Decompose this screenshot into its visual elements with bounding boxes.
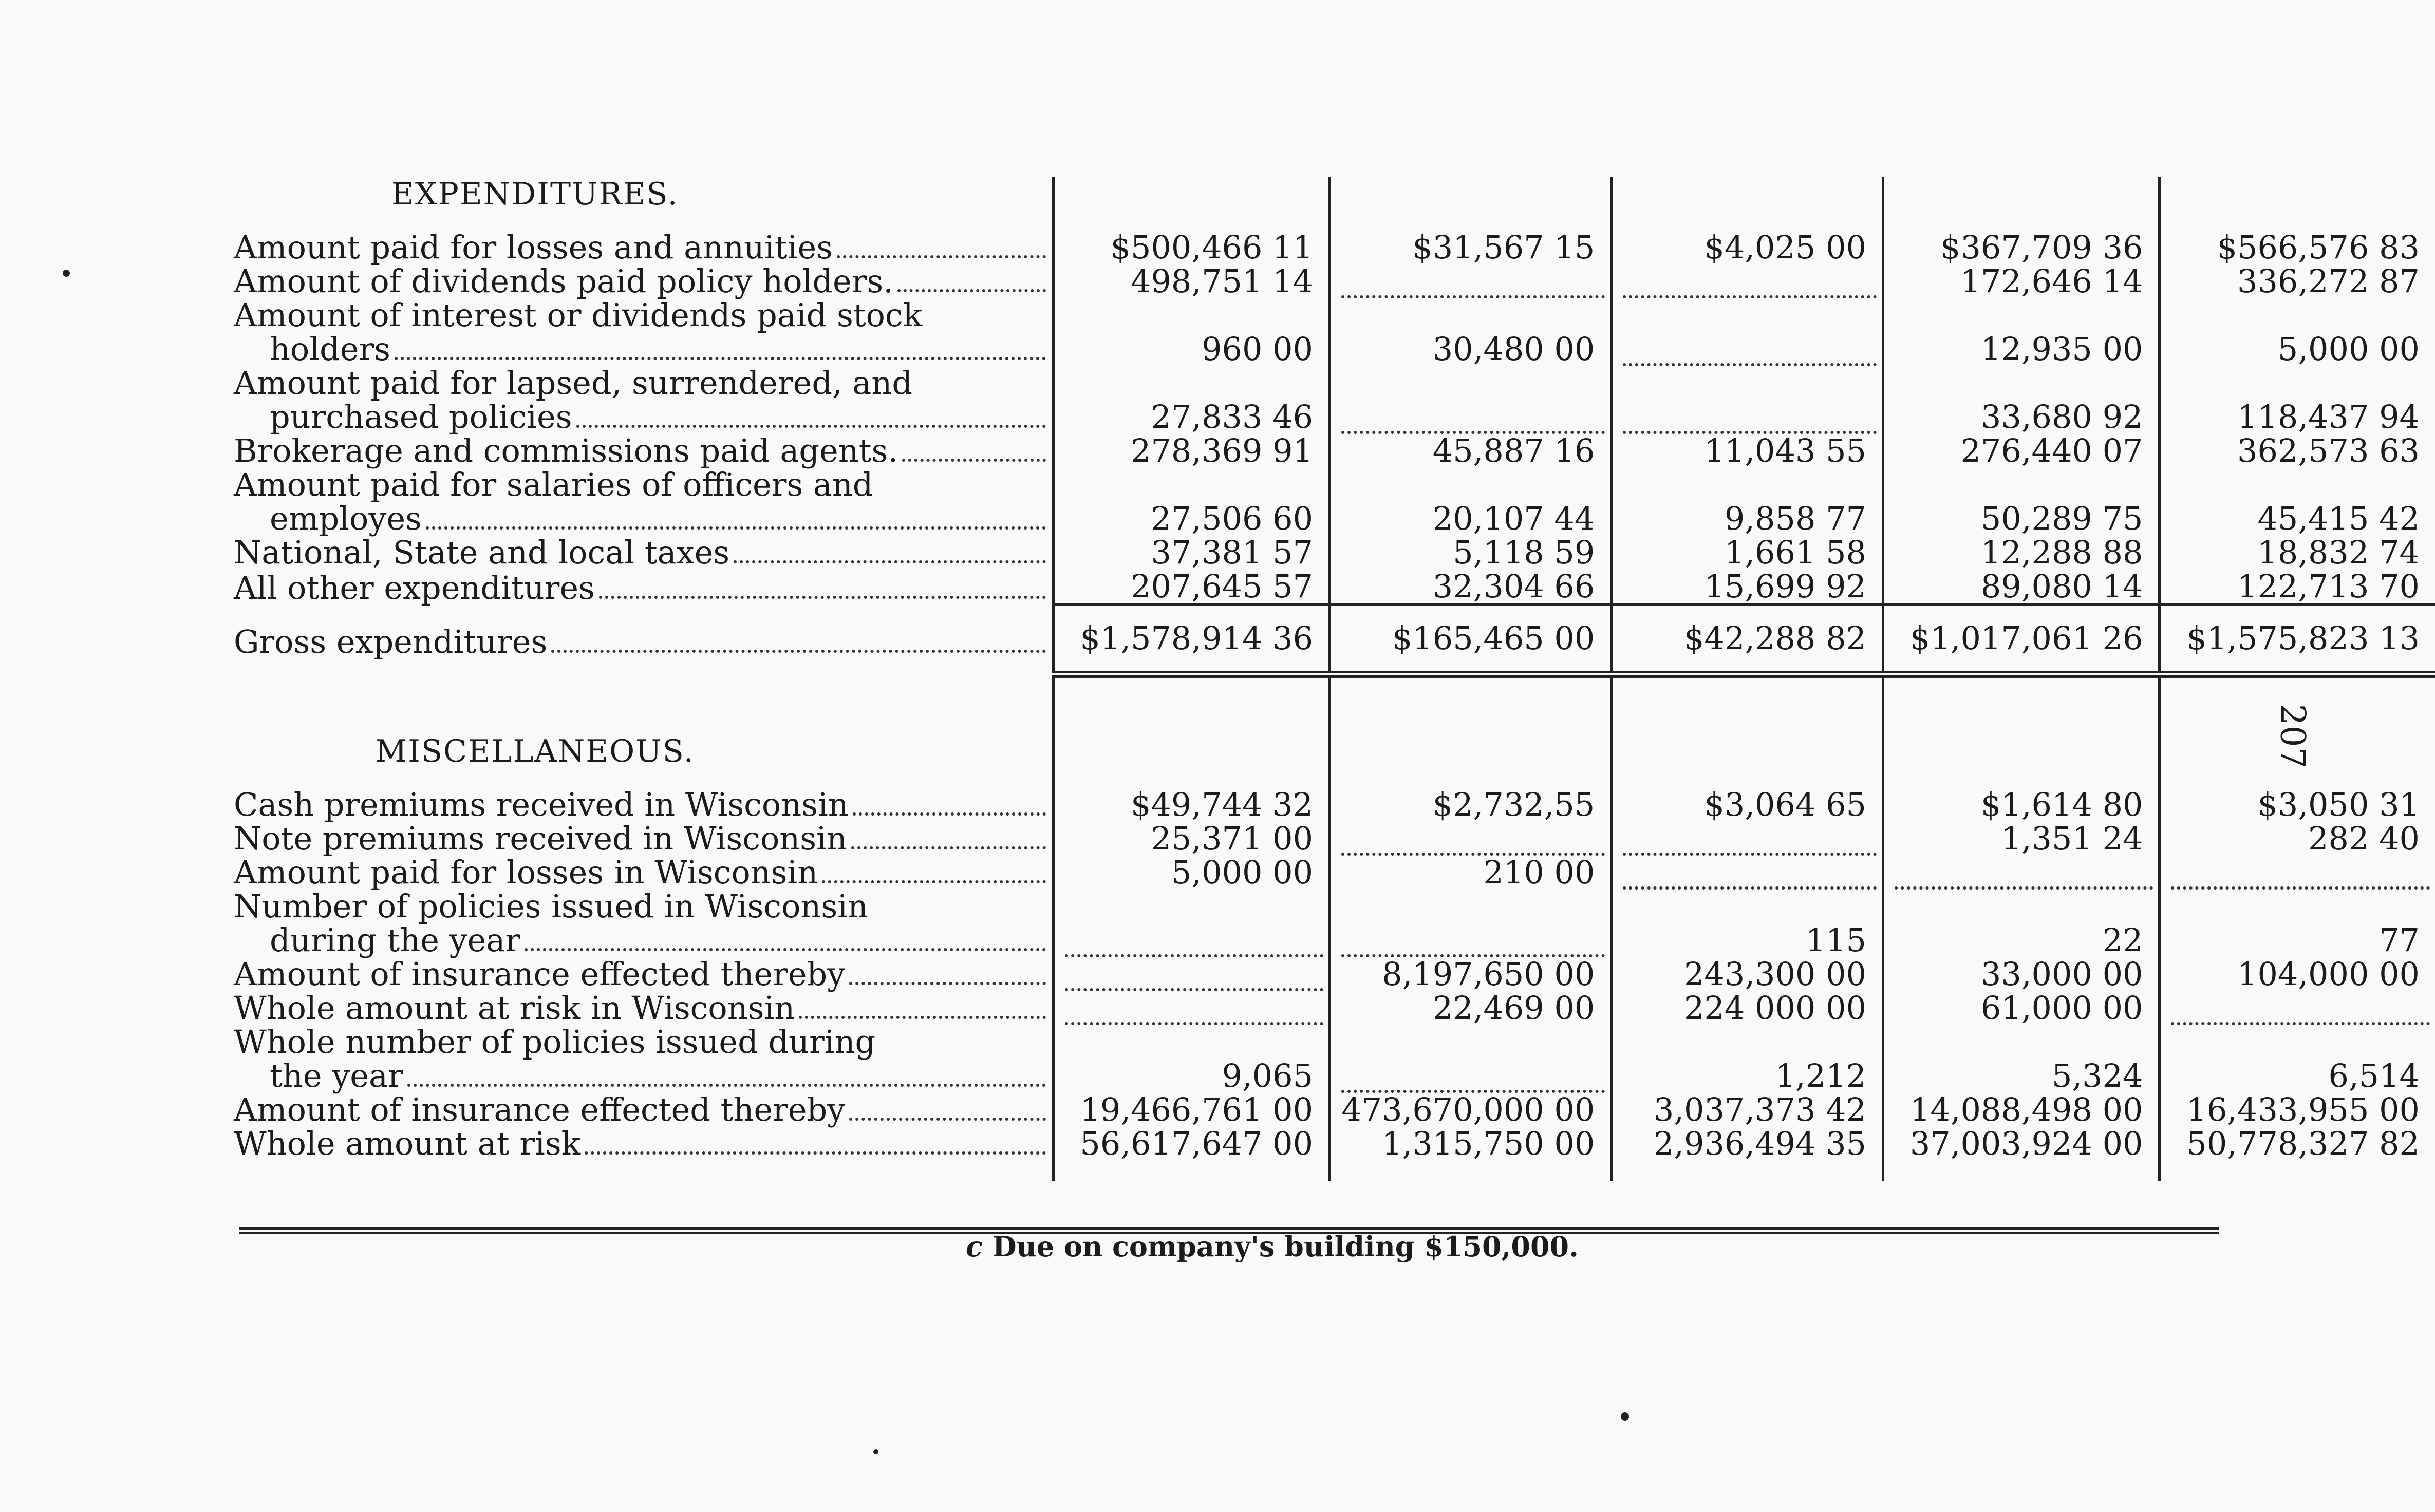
dot-leader [902,449,1045,462]
value-cell: 19,466,761 00 [1053,1093,1329,1127]
empty-dot-leader [1623,349,1877,366]
value-cell [1330,822,1612,856]
row-label-text: holders [270,330,390,368]
value-cell: 89,080 14 [1883,570,2159,605]
row-label-line [234,1059,1046,1093]
row-label-line [234,231,1046,264]
empty-dot-leader [1341,838,1605,856]
spacer-row [234,674,2435,734]
row-label-line [234,468,1046,502]
dot-leader [851,837,1046,849]
value-cell: 210 00 [1330,856,1612,890]
value-cell: 5,324 [1883,1025,2159,1093]
scan-speck [63,270,70,277]
empty-dot-leader [2171,1008,2430,1025]
empty-dot-leader [1341,1075,1605,1093]
miscellaneous-heading-row [234,734,2435,788]
row-label [234,231,1053,264]
dot-leader [799,1007,1045,1019]
row-label-line [234,887,1046,925]
table-row [234,264,2435,298]
value-cell: 276,440 07 [1883,434,2159,468]
empty-dot-leader [1623,872,1877,890]
value-cell: 104,000 00 [2160,957,2435,991]
dot-leader [837,246,1046,258]
dot-leader [426,517,1046,530]
value-cell: 27,506 60 [1053,468,1329,536]
scan-speck [1621,1412,1629,1421]
value-cell: 33,680 92 [1883,366,2159,434]
value-cell: 9,858 77 [1612,468,1883,536]
value-cell [1330,890,1612,957]
column-rule-cell [1330,734,1612,788]
value-cell: 5,000 00 [1053,856,1329,890]
value-cell: $1,614 80 [1883,788,2159,822]
table-row [234,231,2435,264]
row-label-text: All other expenditures [234,569,595,607]
value-cell: 27,833 46 [1053,366,1329,434]
value-cell: $367,709 36 [1883,231,2159,264]
row-label-line [234,571,1046,605]
statement-table [234,177,2435,1181]
table-row [234,1025,2435,1093]
row-label-line [234,822,1046,856]
column-rule-cell [1612,674,1883,734]
value-cell: 5,118 59 [1330,536,1612,570]
table-row [234,856,2435,890]
row-label [234,887,1053,959]
value-cell: $1,575,823 13 [2160,605,2435,675]
value-cell: 224 000 00 [1612,991,1883,1025]
row-label [234,1093,1053,1127]
row-label-text: employes [270,500,422,537]
table-row [234,536,2435,570]
row-label [234,1025,1053,1093]
row-label-text: Whole number of policies issued during [234,1023,876,1061]
value-cell [1053,890,1329,957]
row-label [234,822,1053,856]
row-label-text: Amount paid for salaries of officers and [234,466,873,503]
row-label [234,298,1053,366]
row-label-text: Amount of interest or dividends paid stock [234,296,923,334]
row-label-line [234,923,1046,957]
empty-dot-leader [2171,872,2430,890]
table-row [234,605,2435,675]
value-cell: 5,000 00 [2160,298,2435,366]
row-label-line [234,434,1046,468]
table-row [234,822,2435,856]
row-label [234,788,1053,822]
dot-leader [576,415,1046,428]
value-cell: 22 [1883,890,2159,957]
dot-leader [407,1074,1046,1087]
column-rule-cell [1330,1161,1612,1181]
value-cell [1053,957,1329,991]
value-cell: $165,465 00 [1330,605,1612,675]
row-label-line [234,856,1046,890]
value-cell: 25,371 00 [1053,822,1329,856]
column-rule-cell [1612,734,1883,788]
row-label-text: Amount of insurance effected thereby [234,1091,846,1128]
column-rule-cell [1053,734,1329,788]
row-label-text: the year [270,1057,403,1094]
value-cell: $49,744 32 [1053,788,1329,822]
value-cell [2160,991,2435,1025]
value-cell [1883,856,2159,890]
value-cell: $2,732,55 [1330,788,1612,822]
column-rule-cell [1053,1161,1329,1181]
page-number: 207 [2273,704,2313,769]
dot-leader [599,587,1046,599]
row-label [234,991,1053,1025]
table-row [234,991,2435,1025]
footnote-text: Due on company's building $150,000. [992,1230,1579,1263]
value-cell: $3,050 31 [2160,788,2435,822]
value-cell [1053,991,1329,1025]
value-cell: 9,065 [1053,1025,1329,1093]
row-label-line [234,625,1046,659]
row-label-text: Amount of insurance effected thereby [234,955,846,993]
value-cell: 30,480 00 [1330,298,1612,366]
value-cell: 14,088,498 00 [1883,1093,2159,1127]
value-cell: $31,567 15 [1330,231,1612,264]
value-cell [2160,856,2435,890]
value-cell [1612,856,1883,890]
value-cell [1612,366,1883,434]
table-row [234,788,2435,822]
empty-dot-leader [1341,940,1605,957]
value-cell: 172,646 14 [1883,264,2159,298]
row-label-text: National, State and local taxes [234,534,730,571]
value-cell: 33,000 00 [1883,957,2159,991]
column-rule-cell [1883,1161,2159,1181]
column-rule-cell [1053,674,1329,734]
value-cell [1612,264,1883,298]
row-label-text: Amount paid for lapsed, surrendered, and [234,364,913,402]
row-label-line [234,332,1046,366]
value-cell: 18,832 74 [2160,536,2435,570]
column-rule-cell [1883,674,2159,734]
row-label-line [234,536,1046,570]
table-row [234,366,2435,434]
row-label [234,536,1053,570]
row-label-line [234,991,1046,1025]
row-label-text: Whole amount at risk [234,1125,581,1162]
value-cell: 45,415 42 [2160,468,2435,536]
dot-leader [525,939,1046,951]
row-label-line [234,788,1046,822]
miscellaneous-heading: MISCELLANEOUS. [375,733,695,769]
value-cell: 362,573 63 [2160,434,2435,468]
empty-dot-leader [1065,940,1323,957]
row-label-text: Gross expenditures [234,623,548,660]
row-label-line [234,400,1046,434]
empty-dot-leader [1623,838,1877,856]
table-row [234,890,2435,957]
row-label [234,957,1053,991]
value-cell: 61,000 00 [1883,991,2159,1025]
value-cell: 12,935 00 [1883,298,2159,366]
end-row [234,1161,2435,1181]
row-label-text: Brokerage and commissions paid agents. [234,432,898,469]
value-cell: 45,887 16 [1330,434,1612,468]
value-cell [1330,366,1612,434]
row-label-text: purchased policies [270,398,572,436]
value-cell: 20,107 44 [1330,468,1612,536]
value-cell: 1,351 24 [1883,822,2159,856]
value-cell: 2,936,494 35 [1612,1127,1883,1161]
row-label-text: Amount of dividends paid policy holders. [234,262,893,300]
row-label-text: Number of policies issued in Wisconsin [234,887,868,925]
value-cell [1330,264,1612,298]
value-cell: 498,751 14 [1053,264,1329,298]
value-cell: 22,469 00 [1330,991,1612,1025]
column-rule-cell [1612,177,1883,231]
empty-dot-leader [1623,281,1877,298]
dot-leader [897,280,1046,292]
value-cell [1612,298,1883,366]
table-row [234,1093,2435,1127]
column-rule-cell [2160,1161,2435,1181]
empty-dot-leader [1895,872,2153,890]
empty-dot-leader [1341,417,1605,434]
row-label-line [234,957,1046,991]
value-cell: 12,288 88 [1883,536,2159,570]
table-row [234,434,2435,468]
row-label [234,468,1053,536]
row-label [234,570,1053,605]
value-cell: 1,315,750 00 [1330,1127,1612,1161]
row-label [234,605,1053,675]
row-label-text: Note premiums received in Wisconsin [234,820,847,857]
value-cell: 960 00 [1053,298,1329,366]
table-row [234,570,2435,605]
row-label-line [234,366,1046,400]
dot-leader [551,640,1045,653]
column-rule-cell [1053,177,1329,231]
value-cell: $42,288 82 [1612,605,1883,675]
row-label-text: Amount paid for losses and annuities [234,229,833,266]
spacer-cell [234,1161,1053,1181]
dot-leader [849,973,1045,985]
spacer-cell [234,674,1053,734]
value-cell: 6,514 [2160,1025,2435,1093]
dot-leader [853,803,1046,816]
row-label-text: Whole amount at risk in Wisconsin [234,989,795,1027]
dot-leader [822,871,1045,883]
column-rule-cell [1330,177,1612,231]
value-cell: 282 40 [2160,822,2435,856]
empty-dot-leader [1065,1008,1323,1025]
empty-dot-leader [1065,974,1323,991]
value-cell: 16,433,955 00 [2160,1093,2435,1127]
value-cell: 278,369 91 [1053,434,1329,468]
dot-leader [734,551,1045,563]
value-cell: 77 [2160,890,2435,957]
value-cell: 56,617,647 00 [1053,1127,1329,1161]
value-cell: $4,025 00 [1612,231,1883,264]
value-cell: 1,661 58 [1612,536,1883,570]
empty-dot-leader [1341,281,1605,298]
footnote-mark: c [966,1230,983,1263]
value-cell: $500,466 11 [1053,231,1329,264]
row-label-line [234,264,1046,298]
row-label [234,1127,1053,1161]
table-row [234,298,2435,366]
value-cell: 32,304 66 [1330,570,1612,605]
value-cell: 37,003,924 00 [1883,1127,2159,1161]
row-label [234,366,1053,434]
column-rule-cell [1330,674,1612,734]
value-cell: 118,437 94 [2160,366,2435,434]
table-row [234,468,2435,536]
value-cell: 3,037,373 42 [1612,1093,1883,1127]
value-cell: 37,381 57 [1053,536,1329,570]
value-cell [1330,1025,1612,1093]
dot-leader [585,1142,1045,1155]
table-row [234,957,2435,991]
column-rule-cell [1612,1161,1883,1181]
row-label-line [234,1025,1046,1059]
value-cell: 8,197,650 00 [1330,957,1612,991]
value-cell: 115 [1612,890,1883,957]
column-rule-cell [1883,734,2159,788]
scan-speck [873,1449,878,1454]
column-rule-cell [1883,177,2159,231]
value-cell: 473,670,000 00 [1330,1093,1612,1127]
value-cell [1612,822,1883,856]
value-cell: $3,064 65 [1612,788,1883,822]
footnote [966,1230,1579,1263]
value-cell: 243,300 00 [1612,957,1883,991]
value-cell: $566,576 83 [2160,231,2435,264]
value-cell: $1,017,061 26 [1883,605,2159,675]
value-cell: 15,699 92 [1612,570,1883,605]
row-label [234,856,1053,890]
row-label-line [234,298,1046,332]
row-label-line [234,1127,1046,1161]
value-cell: 207,645 57 [1053,570,1329,605]
table-row [234,1127,2435,1161]
row-label-text: Cash premiums received in Wisconsin [234,786,849,823]
value-cell: 11,043 55 [1612,434,1883,468]
empty-dot-leader [1623,417,1877,434]
value-cell: 50,289 75 [1883,468,2159,536]
row-label-text: during the year [270,921,520,959]
row-label [234,434,1053,468]
value-cell: 122,713 70 [2160,570,2435,605]
value-cell: $1,578,914 36 [1053,605,1329,675]
value-cell: 336,272 87 [2160,264,2435,298]
dot-leader [849,1108,1045,1121]
value-cell: 1,212 [1612,1025,1883,1093]
row-label [234,264,1053,298]
row-label-line [234,1093,1046,1127]
row-label-text: Amount paid for losses in Wisconsin [234,854,818,891]
expenditures-heading: EXPENDITURES. [391,176,679,212]
value-cell: 50,778,327 82 [2160,1127,2435,1161]
dot-leader [395,348,1046,360]
expenditures-heading-row [234,177,2435,231]
column-rule-cell [2160,177,2435,231]
row-label-line [234,502,1046,536]
